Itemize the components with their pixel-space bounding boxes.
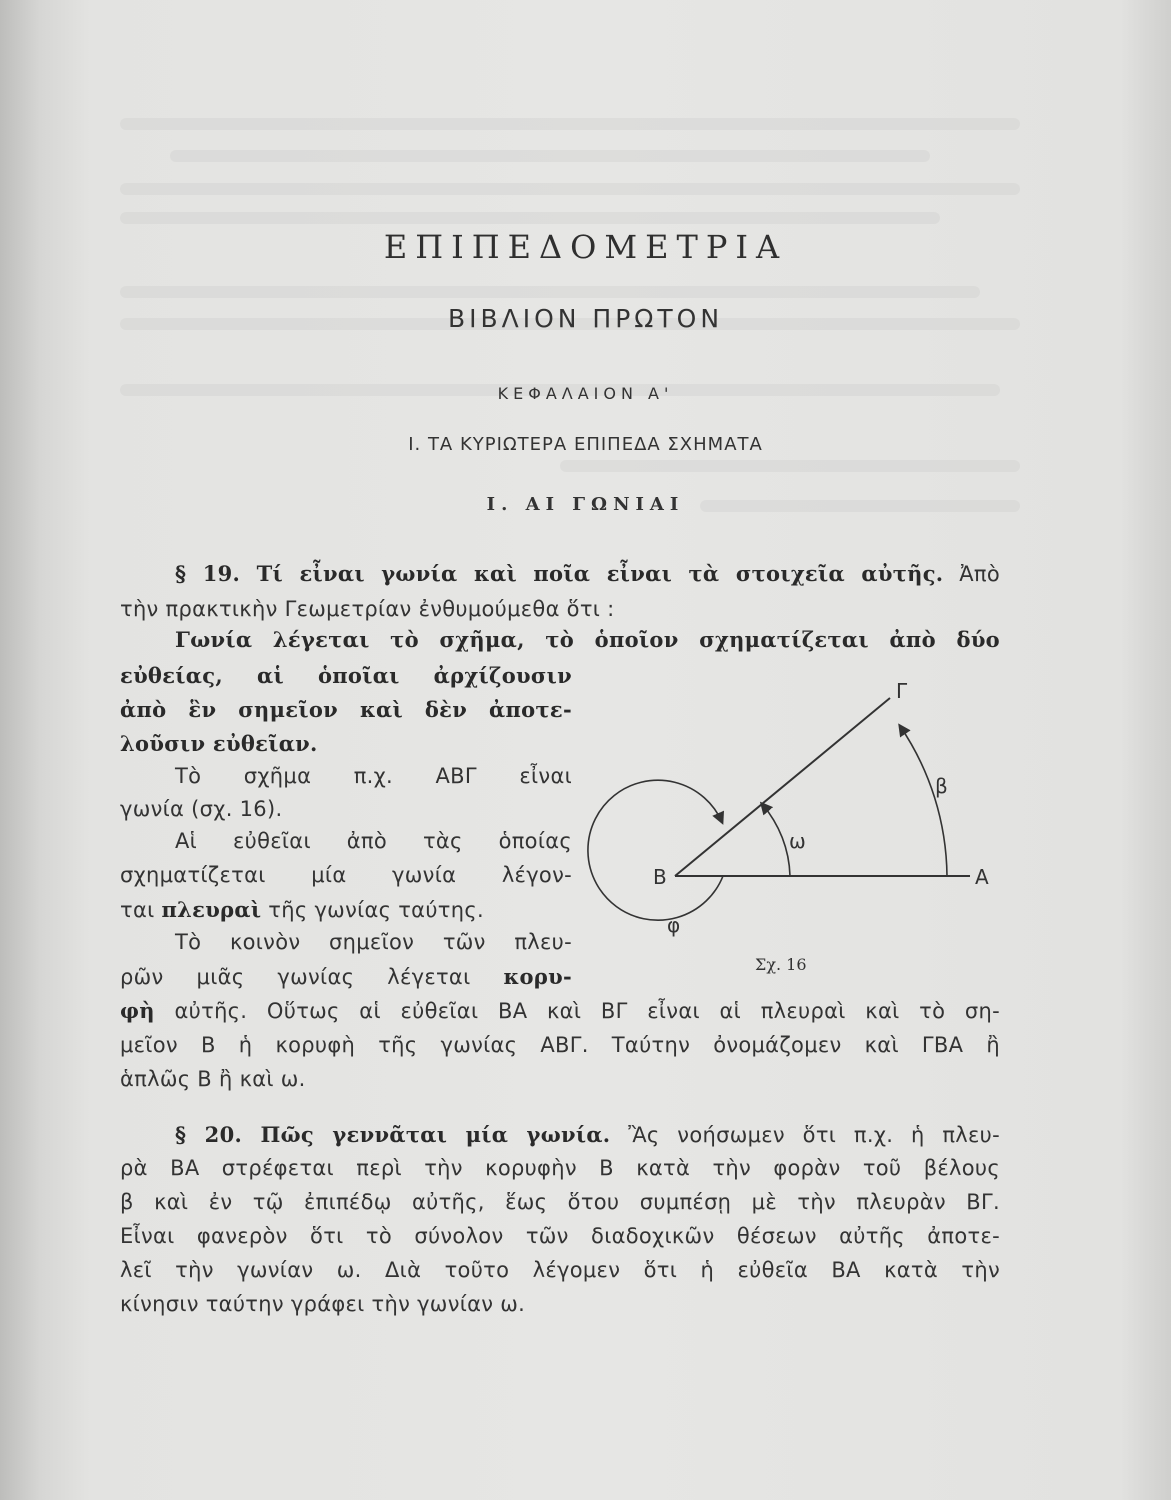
paragraph-19-line <box>120 561 1000 586</box>
label-vertex-B: Β <box>653 865 667 889</box>
paragraph-20-heading-tail: Ἂς νοήσωμεν ὅτι π.χ. ἡ πλευ- <box>628 1123 1001 1147</box>
definition-line: εὐθείας, αἱ ὁποῖαι ἀρχίζουσιν <box>120 663 572 688</box>
definition-line: Γωνία λέγεται τὸ σχῆμα, τὸ ὁποῖον σχηματίζεται ἀπὸ δύο <box>175 627 1000 652</box>
page-title: ΕΠΙΠΕΔΟΜΕΤΡΙΑ <box>383 228 788 266</box>
paragraph-20-line: λεῖ τὴν γωνίαν ω. Διὰ τοῦτο λέγομεν ὅτι ἡ εὐθεῖα ΒΑ κατὰ τὴν <box>120 1258 1000 1282</box>
label-point-G: Γ <box>896 679 908 703</box>
label-point-A: Α <box>975 865 989 889</box>
sides-text: τῆς γωνίας ταύτης. <box>268 898 484 922</box>
label-beta: β <box>935 774 948 798</box>
example-line: γωνία (σχ. 16). <box>120 797 283 821</box>
paragraph-20-line: κίνησιν ταύτην γράφει τὴν γωνίαν ω. <box>120 1292 526 1316</box>
label-omega: ω <box>789 829 806 853</box>
paragraph-19-line: τὴν πρακτικὴν Γεωμετρίαν ἐνθυμούμεθα ὅτι : <box>120 597 615 621</box>
term-vertex-end: φὴ <box>120 998 155 1023</box>
figure-caption: Σχ. 16 <box>755 955 807 974</box>
sides-line: σχηματίζεται μία γωνία λέγον- <box>120 863 572 887</box>
paragraph-19-heading-tail: Ἀπὸ <box>959 562 1000 586</box>
paragraph-19-heading: § 19. Τί εἶναι γωνία καὶ ποῖα εἶναι τὰ στοιχεῖα αὐτῆς. <box>175 561 944 586</box>
paragraph-20-line <box>120 1122 1000 1147</box>
bleed-through-line <box>120 183 1020 195</box>
reflex-angle-arc <box>588 780 723 920</box>
example-line: Τὸ σχῆμα π.χ. ΑΒΓ εἶναι <box>175 764 572 788</box>
side-BG <box>675 698 890 876</box>
angle-figure <box>585 660 1025 990</box>
section-heading: Ι. ΑΙ ΓΩΝΙΑΙ <box>486 494 685 515</box>
paragraph-20-line: Εἶναι φανερὸν ὅτι τὸ σύνολον τῶν διαδοχικῶν θέσεων αὐτῆς ἀποτε- <box>120 1224 1000 1248</box>
term-sides: πλευραὶ <box>161 897 262 922</box>
paragraph-20-line: ρὰ ΒΑ στρέφεται περὶ τὴν κορυφὴν Β κατὰ τὴν φορὰν τοῦ βέλους <box>120 1156 1000 1180</box>
vertex-line: Τὸ κοινὸν σημεῖον τῶν πλευ- <box>175 930 572 954</box>
vertex-line: ἁπλῶς Β ἢ καὶ ω. <box>120 1067 306 1091</box>
definition-line: λοῦσιν εὐθεῖαν. <box>120 731 318 756</box>
part-heading: Ι. ΤΑ ΚΥΡΙΩΤΕΡΑ ΕΠΙΠΕΔΑ ΣΧΗΜΑΤΑ <box>408 434 763 455</box>
vertex-line <box>120 998 1000 1023</box>
vertex-line <box>120 964 572 989</box>
bleed-through-line <box>170 150 930 162</box>
definition-line: ἀπὸ ἓν σημεῖον καὶ δὲν ἀποτε- <box>120 697 572 722</box>
term-vertex: κορυ- <box>503 964 572 989</box>
bleed-through-line <box>120 118 1020 130</box>
angle-diagram <box>585 660 1025 990</box>
sides-line: Αἱ εὐθεῖαι ἀπὸ τὰς ὁποίας <box>175 829 572 853</box>
vertex-line: μεῖον Β ἡ κορυφὴ τῆς γωνίας ΑΒΓ. Ταύτην ὀνομάζομεν καὶ ΓΒΑ ἢ <box>120 1033 1000 1057</box>
chapter-heading: ΚΕΦΑΛΑΙΟΝ Α' <box>497 384 674 403</box>
angle-omega-arc <box>762 804 790 876</box>
label-phi: φ <box>667 913 681 937</box>
vertex-text: αὐτῆς. Οὕτως αἱ εὐθεῖαι ΒΑ καὶ ΒΓ εἶναι αἱ πλευραὶ καὶ τὸ ση- <box>174 999 1000 1023</box>
bleed-through-line <box>120 212 940 224</box>
paragraph-20-heading: § 20. Πῶς γεννᾶται μία γωνία. <box>175 1122 611 1147</box>
rotation-arc-beta <box>900 726 947 876</box>
sides-text: ται <box>120 898 155 922</box>
bleed-through-line <box>120 286 980 298</box>
bleed-through-line <box>560 460 1020 472</box>
sides-line <box>120 897 484 922</box>
paragraph-20-line: β καὶ ἐν τῷ ἐπιπέδῳ αὐτῆς, ἕως ὅτου συμπέσῃ μὲ τὴν πλευρὰν ΒΓ. <box>120 1190 1000 1214</box>
book-heading: ΒΙΒΛΙΟΝ ΠΡΩΤΟΝ <box>447 304 724 333</box>
vertex-text: ρῶν μιᾶς γωνίας λέγεται <box>120 965 471 989</box>
